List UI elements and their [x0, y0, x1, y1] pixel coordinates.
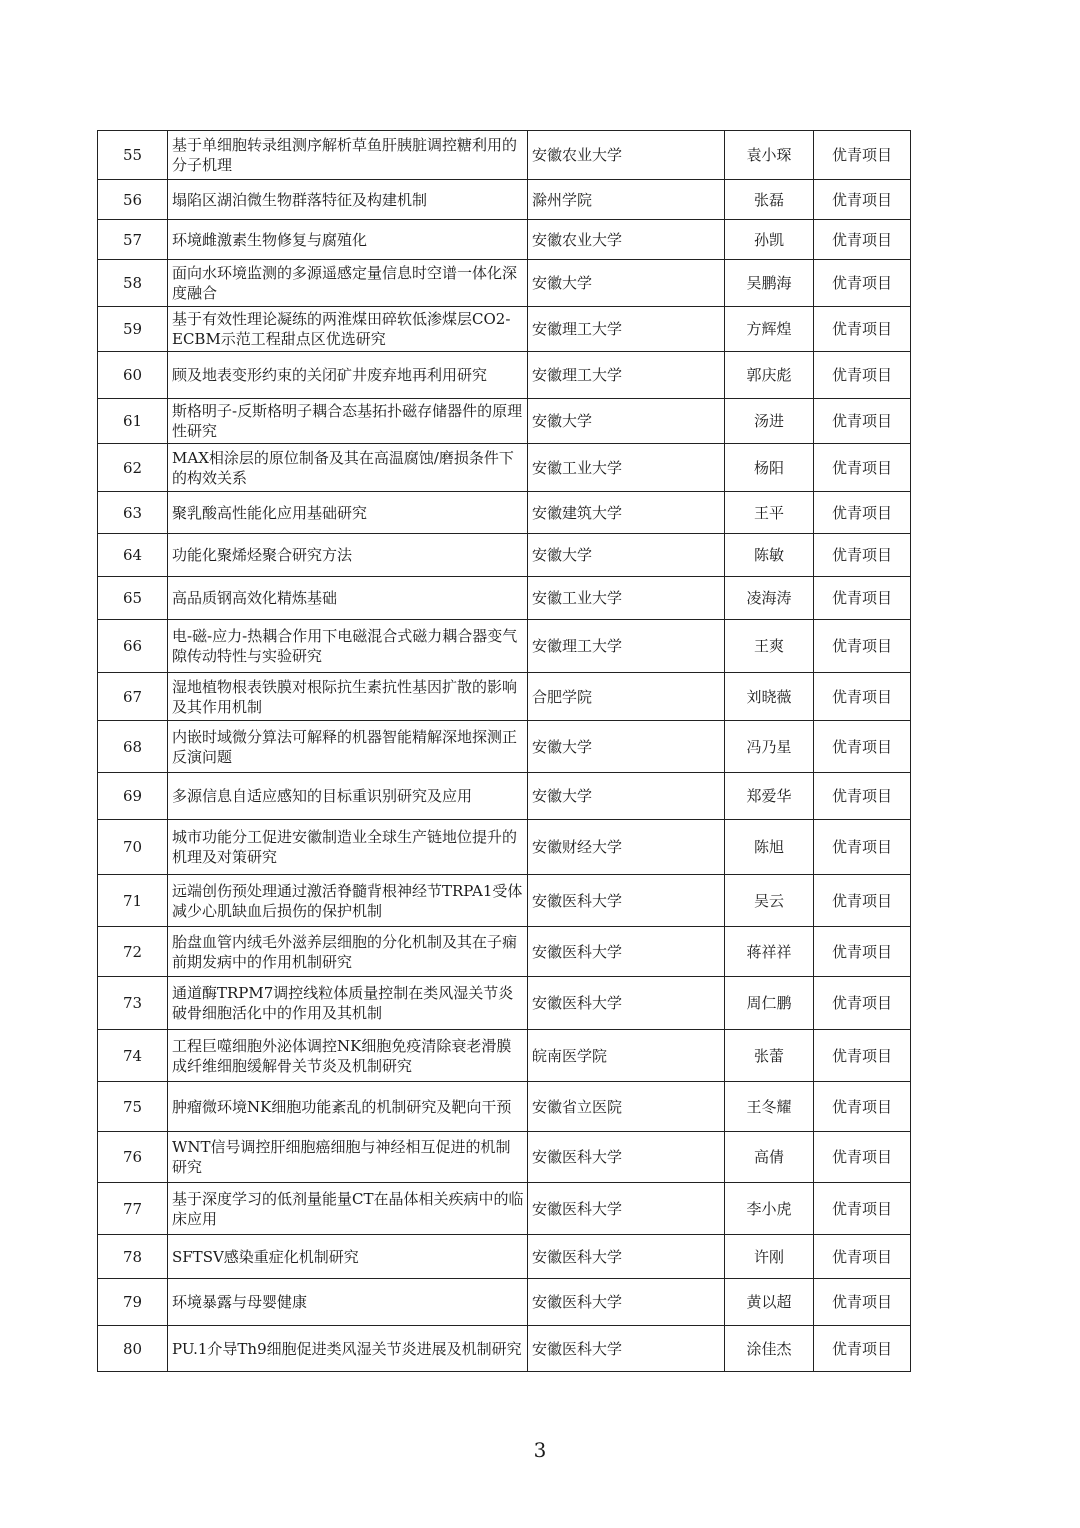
project-category: 优青项目: [814, 1183, 911, 1235]
institution-name: 安徽省立医院: [528, 1082, 725, 1132]
table-row: [98, 820, 911, 875]
institution-name: 安徽建筑大学: [528, 492, 725, 534]
person-name: 陈旭: [725, 820, 814, 875]
row-number: 63: [98, 492, 168, 534]
table-row: [98, 1132, 911, 1183]
project-title: 基于有效性理论凝练的两淮煤田碎软低渗煤层CO2-ECBM示范工程甜点区优选研究: [168, 307, 528, 352]
project-title: 塌陷区湖泊微生物群落特征及构建机制: [168, 180, 528, 220]
person-name: 杨阳: [725, 444, 814, 492]
table-row: [98, 220, 911, 260]
row-number: 58: [98, 260, 168, 307]
person-name: 涂佳杰: [725, 1326, 814, 1372]
institution-name: 安徽农业大学: [528, 220, 725, 260]
project-title: 面向水环境监测的多源遥感定量信息时空谱一体化深度融合: [168, 260, 528, 307]
institution-name: 滁州学院: [528, 180, 725, 220]
project-category: 优青项目: [814, 131, 911, 180]
project-title: 湿地植物根表铁膜对根际抗生素抗性基因扩散的影响及其作用机制: [168, 673, 528, 721]
row-number: 62: [98, 444, 168, 492]
institution-name: 安徽医科大学: [528, 977, 725, 1030]
row-number: 79: [98, 1279, 168, 1326]
project-category: 优青项目: [814, 721, 911, 773]
row-number: 72: [98, 927, 168, 977]
project-title: 肿瘤微环境NK细胞功能紊乱的机制研究及靶向干预: [168, 1082, 528, 1132]
row-number: 71: [98, 875, 168, 927]
person-name: 张磊: [725, 180, 814, 220]
table-row: [98, 673, 911, 721]
project-category: 优青项目: [814, 1030, 911, 1082]
table-row: [98, 534, 911, 577]
project-category: 优青项目: [814, 492, 911, 534]
project-title: 通道酶TRPM7调控线粒体质量控制在类风湿关节炎破骨细胞活化中的作用及其机制: [168, 977, 528, 1030]
row-number: 55: [98, 131, 168, 180]
institution-name: 安徽理工大学: [528, 620, 725, 673]
person-name: 王平: [725, 492, 814, 534]
institution-name: 安徽工业大学: [528, 444, 725, 492]
page-number: 3: [533, 1438, 547, 1462]
project-title: 环境暴露与母婴健康: [168, 1279, 528, 1326]
project-title: MAX相涂层的原位制备及其在高温腐蚀/磨损条件下的构效关系: [168, 444, 528, 492]
project-category: 优青项目: [814, 307, 911, 352]
project-title: 多源信息自适应感知的目标重识别研究及应用: [168, 773, 528, 820]
project-title: 电-磁-应力-热耦合作用下电磁混合式磁力耦合器变气隙传动特性与实验研究: [168, 620, 528, 673]
table-row: [98, 1183, 911, 1235]
project-category: 优青项目: [814, 444, 911, 492]
institution-name: 安徽医科大学: [528, 927, 725, 977]
row-number: 70: [98, 820, 168, 875]
table-row: [98, 492, 911, 534]
person-name: 周仁鹏: [725, 977, 814, 1030]
project-title: 远端创伤预处理通过激活脊髓背根神经节TRPA1受体减少心肌缺血后损伤的保护机制: [168, 875, 528, 927]
institution-name: 合肥学院: [528, 673, 725, 721]
person-name: 王爽: [725, 620, 814, 673]
project-title: 顾及地表变形约束的关闭矿井废弃地再利用研究: [168, 352, 528, 399]
row-number: 65: [98, 577, 168, 620]
row-number: 69: [98, 773, 168, 820]
institution-name: 安徽医科大学: [528, 1279, 725, 1326]
project-title: PU.1介导Th9细胞促进类风湿关节炎进展及机制研究: [168, 1326, 528, 1372]
table-body: [98, 131, 911, 1372]
table-row: [98, 620, 911, 673]
person-name: 郭庆彪: [725, 352, 814, 399]
project-category: 优青项目: [814, 352, 911, 399]
person-name: 张蕾: [725, 1030, 814, 1082]
project-title: 基于深度学习的低剂量能量CT在晶体相关疾病中的临床应用: [168, 1183, 528, 1235]
table-row: [98, 977, 911, 1030]
project-category: 优青项目: [814, 1235, 911, 1279]
table-row: [98, 927, 911, 977]
project-category: 优青项目: [814, 1326, 911, 1372]
project-category: 优青项目: [814, 875, 911, 927]
project-category: 优青项目: [814, 927, 911, 977]
person-name: 郑爱华: [725, 773, 814, 820]
institution-name: 安徽大学: [528, 260, 725, 307]
row-number: 68: [98, 721, 168, 773]
project-category: 优青项目: [814, 577, 911, 620]
person-name: 黄以超: [725, 1279, 814, 1326]
institution-name: 安徽大学: [528, 721, 725, 773]
person-name: 冯乃星: [725, 721, 814, 773]
project-category: 优青项目: [814, 673, 911, 721]
project-category: 优青项目: [814, 399, 911, 444]
person-name: 孙凯: [725, 220, 814, 260]
row-number: 59: [98, 307, 168, 352]
project-category: 优青项目: [814, 620, 911, 673]
person-name: 凌海涛: [725, 577, 814, 620]
person-name: 汤进: [725, 399, 814, 444]
project-title: 功能化聚烯烃聚合研究方法: [168, 534, 528, 577]
institution-name: 安徽医科大学: [528, 1326, 725, 1372]
table-row: [98, 1030, 911, 1082]
institution-name: 安徽大学: [528, 534, 725, 577]
project-title: SFTSV感染重症化机制研究: [168, 1235, 528, 1279]
row-number: 77: [98, 1183, 168, 1235]
table-row: [98, 721, 911, 773]
project-title: 斯格明子-反斯格明子耦合态基拓扑磁存储器件的原理性研究: [168, 399, 528, 444]
table-row: [98, 1082, 911, 1132]
institution-name: 安徽医科大学: [528, 875, 725, 927]
project-title: 内嵌时域微分算法可解释的机器智能精解深地探测正反演问题: [168, 721, 528, 773]
person-name: 刘晓薇: [725, 673, 814, 721]
project-category: 优青项目: [814, 977, 911, 1030]
person-name: 袁小琛: [725, 131, 814, 180]
person-name: 李小虎: [725, 1183, 814, 1235]
institution-name: 安徽工业大学: [528, 577, 725, 620]
institution-name: 安徽农业大学: [528, 131, 725, 180]
person-name: 吴云: [725, 875, 814, 927]
project-title: 基于单细胞转录组测序解析草鱼肝胰脏调控糖利用的分子机理: [168, 131, 528, 180]
project-category: 优青项目: [814, 773, 911, 820]
person-name: 蒋祥祥: [725, 927, 814, 977]
table-row: [98, 1326, 911, 1372]
row-number: 57: [98, 220, 168, 260]
institution-name: 皖南医学院: [528, 1030, 725, 1082]
row-number: 73: [98, 977, 168, 1030]
institution-name: 安徽财经大学: [528, 820, 725, 875]
institution-name: 安徽医科大学: [528, 1132, 725, 1183]
project-list-table: [97, 130, 911, 1372]
table-row: [98, 352, 911, 399]
project-category: 优青项目: [814, 820, 911, 875]
row-number: 64: [98, 534, 168, 577]
row-number: 78: [98, 1235, 168, 1279]
institution-name: 安徽医科大学: [528, 1235, 725, 1279]
table-row: [98, 444, 911, 492]
project-title: 高品质钢高效化精炼基础: [168, 577, 528, 620]
project-category: 优青项目: [814, 180, 911, 220]
row-number: 66: [98, 620, 168, 673]
person-name: 高倩: [725, 1132, 814, 1183]
project-title: 聚乳酸高性能化应用基础研究: [168, 492, 528, 534]
table-row: [98, 131, 911, 180]
institution-name: 安徽大学: [528, 773, 725, 820]
institution-name: 安徽大学: [528, 399, 725, 444]
person-name: 方辉煌: [725, 307, 814, 352]
table-row: [98, 577, 911, 620]
project-category: 优青项目: [814, 260, 911, 307]
row-number: 67: [98, 673, 168, 721]
row-number: 60: [98, 352, 168, 399]
project-category: 优青项目: [814, 534, 911, 577]
row-number: 61: [98, 399, 168, 444]
person-name: 许刚: [725, 1235, 814, 1279]
institution-name: 安徽理工大学: [528, 307, 725, 352]
table-row: [98, 260, 911, 307]
table-row: [98, 307, 911, 352]
row-number: 76: [98, 1132, 168, 1183]
institution-name: 安徽医科大学: [528, 1183, 725, 1235]
row-number: 56: [98, 180, 168, 220]
project-title: 环境雌激素生物修复与腐殖化: [168, 220, 528, 260]
person-name: 陈敏: [725, 534, 814, 577]
project-title: WNT信号调控肝细胞癌细胞与神经相互促进的机制研究: [168, 1132, 528, 1183]
table-row: [98, 1279, 911, 1326]
project-title: 城市功能分工促进安徽制造业全球生产链地位提升的机理及对策研究: [168, 820, 528, 875]
row-number: 74: [98, 1030, 168, 1082]
table-row: [98, 180, 911, 220]
institution-name: 安徽理工大学: [528, 352, 725, 399]
project-category: 优青项目: [814, 1132, 911, 1183]
project-title: 胎盘血管内绒毛外滋养层细胞的分化机制及其在子痫前期发病中的作用机制研究: [168, 927, 528, 977]
table-row: [98, 875, 911, 927]
table-row: [98, 399, 911, 444]
project-category: 优青项目: [814, 220, 911, 260]
project-category: 优青项目: [814, 1279, 911, 1326]
project-category: 优青项目: [814, 1082, 911, 1132]
row-number: 75: [98, 1082, 168, 1132]
person-name: 吴鹏海: [725, 260, 814, 307]
project-title: 工程巨噬细胞外泌体调控NK细胞免疫清除衰老滑膜成纤维细胞缓解骨关节炎及机制研究: [168, 1030, 528, 1082]
row-number: 80: [98, 1326, 168, 1372]
person-name: 王冬耀: [725, 1082, 814, 1132]
table-row: [98, 773, 911, 820]
table-row: [98, 1235, 911, 1279]
